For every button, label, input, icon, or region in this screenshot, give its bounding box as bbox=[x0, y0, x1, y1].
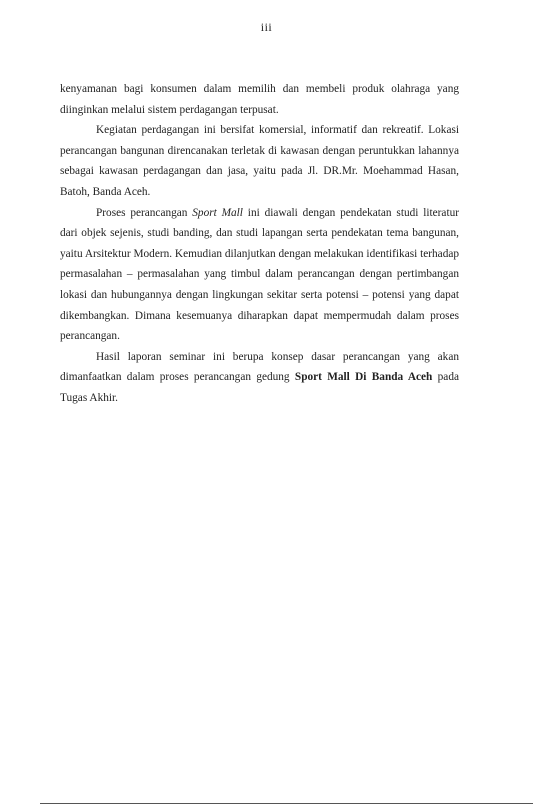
project-title-bold: Sport Mall Di Banda Aceh bbox=[294, 371, 433, 384]
paragraph-4 bbox=[60, 347, 459, 409]
paragraph-3-text-after: ini diawali dengan pendekatan studi literatur dari objek sejenis, studi banding, dan studi lapangan serta pendekatan tema bangunan, yaitu Arsitektur Modern. Kemudian dilanjutkan dengan melakukan identifikasi terhadap permasalahan – permasalahan yang timbul dalam perancangan dengan pertimbangan lokasi dan hubungannya dengan lingkungan sekitar serta potensi – potensi yang dapat dikembangkan. Dimana kesemuanya diharapkan dapat mempermudah dalam proses perancangan. bbox=[60, 206, 459, 343]
paragraph-3-text-before: Proses perancangan bbox=[96, 206, 193, 219]
paragraph-3 bbox=[60, 203, 459, 347]
paragraph-4-text-before: Hasil laporan seminar ini berupa konsep dasar perancangan yang akan dimanfaatkan dalam proses perancangan gedung bbox=[60, 350, 459, 384]
bottom-rule bbox=[40, 803, 533, 804]
page-number: iii bbox=[260, 20, 273, 34]
paragraph-2: Kegiatan perdagangan ini bersifat komersial, informatif dan rekreatif. Lokasi perancangan bangunan direncanakan terletak di kawasan dengan peruntukkan lahannya sebagai kawasan perdagangan dan jasa, yaitu pada Jl. DR.Mr. Moehammad Hasan, Batoh, Banda Aceh. bbox=[60, 124, 459, 198]
paragraph-4-text-after: pada Tugas Akhir. bbox=[60, 371, 459, 404]
body-text bbox=[60, 79, 459, 409]
sport-mall-italic-term: Sport Mall bbox=[192, 206, 243, 219]
paragraph-1: kenyamanan bagi konsumen dalam memilih dan membeli produk olahraga yang diinginkan melalui sistem perdagangan terpusat. bbox=[60, 83, 459, 116]
